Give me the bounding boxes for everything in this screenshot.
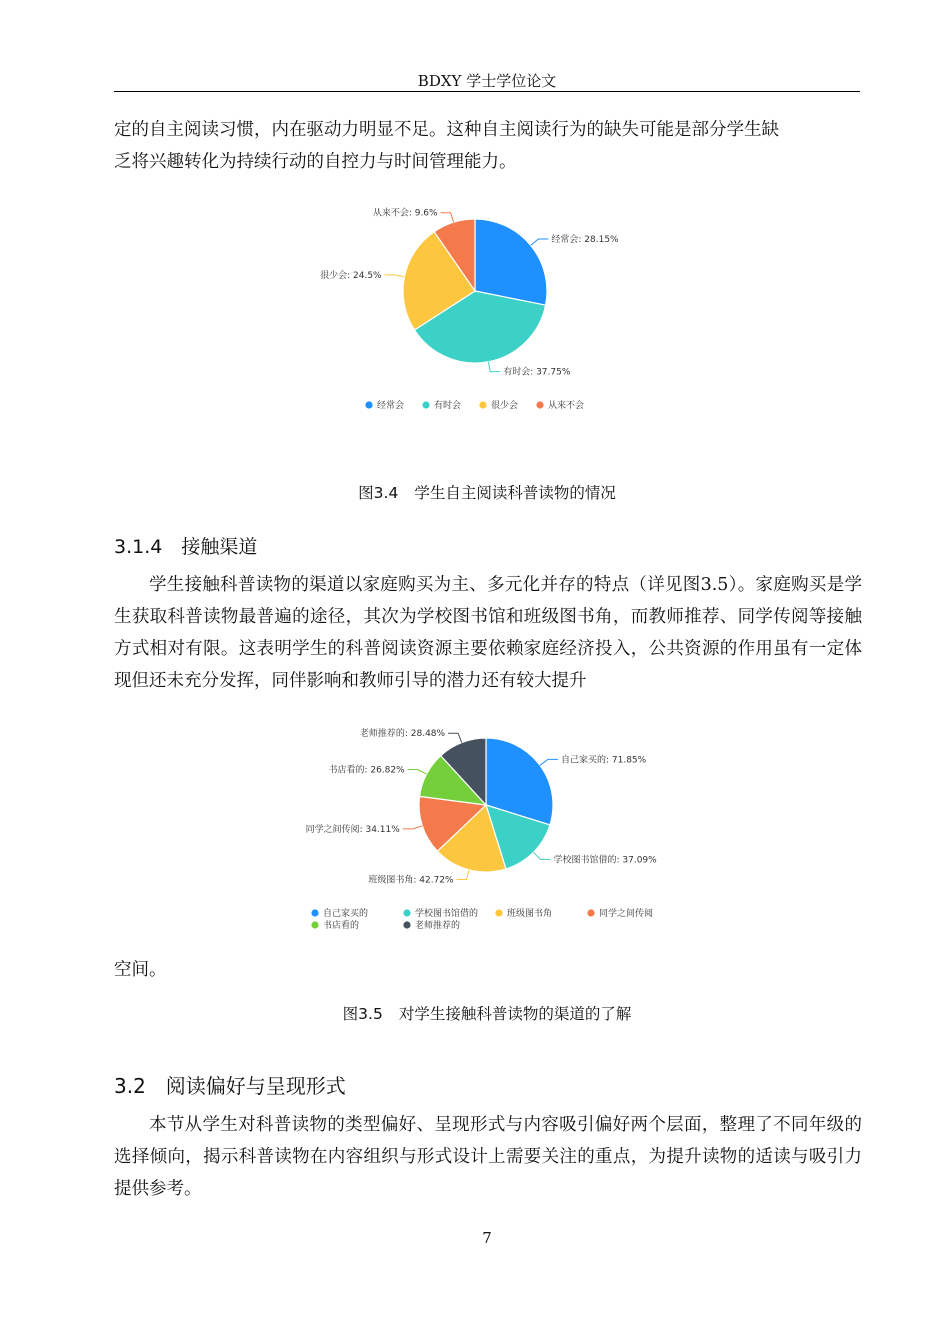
data-label: 老师推荐的: 28.48% (359, 729, 446, 740)
leader-line (540, 759, 558, 765)
leader-line (441, 213, 454, 223)
legend-marker (422, 401, 429, 408)
legend-label: 很少会 (491, 401, 519, 411)
legend-marker (403, 921, 410, 928)
leader-line (408, 770, 427, 775)
leader-line (448, 733, 462, 742)
data-label: 同学之间传阅: 34.11% (305, 824, 400, 835)
page-number: 7 (482, 1229, 492, 1247)
paragraph-line: 乏将兴趣转化为持续行动的自控力与时间管理能力。 (114, 152, 517, 172)
figure-number: 图3.4 (358, 484, 399, 502)
figure-caption-3-4 (114, 481, 860, 503)
leader-line (488, 362, 500, 372)
running-header: BDXY 学士学位论文 (417, 72, 557, 90)
legend-label: 有时会 (434, 401, 462, 411)
data-label: 有时会: 37.75% (503, 367, 571, 378)
data-label: 经常会: 28.15% (551, 235, 619, 245)
figure-number: 图3.5 (342, 1005, 383, 1023)
figure-title: 学生自主阅读科普读物的情况 (414, 484, 616, 502)
leader-line (403, 826, 423, 829)
figure-title: 对学生接触科普读物的渠道的了解 (398, 1005, 632, 1023)
leader-line (457, 870, 470, 880)
data-label: 班级图书角: 42.72% (368, 875, 454, 886)
leader-line (531, 239, 549, 245)
legend-marker (403, 909, 410, 916)
legend-label: 自己家买的 (323, 909, 369, 919)
legend-label: 老师推荐的 (415, 921, 461, 931)
data-label: 很少会: 24.5% (320, 270, 382, 281)
section-heading-3-1-4: 3.1.4 接触渠道 (114, 536, 258, 558)
legend-marker (495, 909, 502, 916)
legend-marker (536, 401, 543, 408)
figure-caption-3-5 (114, 1002, 860, 1024)
paragraph-line: 定的自主阅读习惯，内在驱动力明显不足。这种自主阅读行为的缺失可能是部分学生缺 (114, 120, 779, 140)
leader-line (385, 275, 405, 277)
pie-chart-access-channels (285, 708, 685, 940)
legend-label: 同学之间传阅 (599, 909, 654, 919)
legend-label: 学校图书馆借的 (415, 909, 479, 919)
legend-label: 经常会 (377, 401, 405, 411)
legend-label: 书店看的 (323, 921, 360, 931)
legend-marker (311, 909, 318, 916)
paragraph-continuation: 空间。 (114, 960, 167, 980)
pie-chart-self-reading (290, 190, 660, 420)
data-label: 学校图书馆借的: 37.09% (553, 855, 657, 866)
legend-marker (365, 401, 372, 408)
leader-line (533, 852, 550, 859)
legend-marker (311, 921, 318, 928)
legend-label: 班级图书角 (507, 909, 553, 919)
data-label: 自己家买的: 71.85% (561, 755, 647, 766)
section-heading-3-2: 3.2 阅读偏好与呈现形式 (114, 1074, 346, 1098)
pie-slice (475, 219, 547, 305)
paragraph-preferences: 本节从学生对科普读物的类型偏好、呈现形式与内容吸引偏好两个层面，整理了不同年级的选择倾向，揭示科普读物在内容组织与形式设计上需要关注的重点，为提升读物的适读与吸引力提供参考。 (114, 1115, 862, 1199)
legend-marker (587, 909, 594, 916)
paragraph-continuation (114, 114, 862, 178)
data-label: 从来不会: 9.6% (372, 208, 438, 219)
paragraph-channels: 学生接触科普读物的渠道以家庭购买为主、多元化并存的特点（详见图3.5）。家庭购买是学生获取科普读物最普遍的途径，其次为学校图书馆和班级图书角，而教师推荐、同学传阅等接触方式相对有限。这表明学生的科普阅读资源主要依赖家庭经济投入，公共资源的作用虽有一定体现但还未充分发挥，同伴影响和教师引导的潜力还有较大提升 (114, 575, 862, 691)
data-label: 书店看的: 26.82% (328, 765, 405, 776)
legend-marker (479, 401, 486, 408)
legend-label: 从来不会 (548, 401, 585, 411)
header-rule (114, 91, 860, 92)
